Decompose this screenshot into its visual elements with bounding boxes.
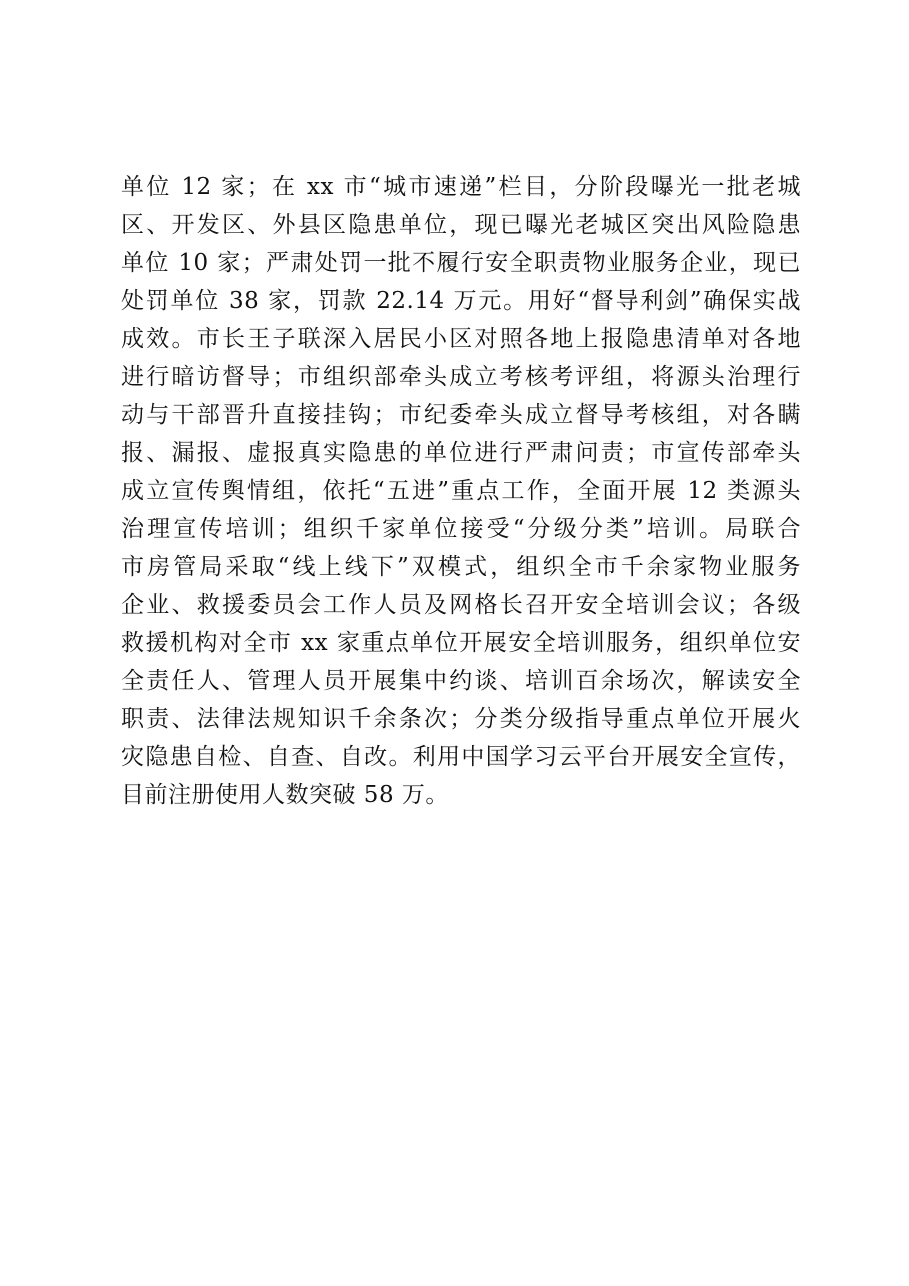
paragraph-line: 目前注册使用人数突破 58 万。 bbox=[121, 782, 449, 808]
paragraph-line: 全责任人、管理人员开展集中约谈、培训百余场次，解读安全 bbox=[121, 668, 801, 694]
paragraph-line: 进行暗访督导；市组织部牵头成立考核考评组，将源头治理行 bbox=[121, 364, 801, 390]
paragraph-line: 企业、救援委员会工作人员及网格长召开安全培训会议；各级 bbox=[121, 592, 801, 618]
paragraph-line: 市房管局采取“线上线下”双模式，组织全市千余家物业服务 bbox=[121, 554, 801, 580]
paragraph-line: 治理宣传培训；组织千家单位接受“分级分类”培训。局联合 bbox=[121, 516, 801, 542]
paragraph-line: 单位 12 家；在 xx 市“城市速递”栏目，分阶段曝光一批老城 bbox=[121, 174, 801, 200]
paragraph-line: 成立宣传舆情组，依托“五进”重点工作，全面开展 12 类源头 bbox=[121, 478, 801, 504]
paragraph-line: 报、漏报、虚报真实隐患的单位进行严肃问责；市宣传部牵头 bbox=[121, 440, 801, 466]
body-paragraph bbox=[121, 168, 801, 814]
paragraph-line: 单位 10 家；严肃处罚一批不履行安全职责物业服务企业，现已 bbox=[121, 250, 801, 276]
paragraph-line: 成效。市长王子联深入居民小区对照各地上报隐患清单对各地 bbox=[121, 326, 801, 352]
paragraph-line: 区、开发区、外县区隐患单位，现已曝光老城区突出风险隐患 bbox=[121, 212, 801, 238]
paragraph-line: 救援机构对全市 xx 家重点单位开展安全培训服务，组织单位安 bbox=[121, 630, 801, 656]
paragraph-line: 处罚单位 38 家，罚款 22.14 万元。用好“督导利剑”确保实战 bbox=[121, 288, 801, 314]
paragraph-line: 灾隐患自检、自查、自改。利用中国学习云平台开展安全宣传， bbox=[121, 744, 801, 770]
paragraph-line: 动与干部晋升直接挂钩；市纪委牵头成立督导考核组，对各瞒 bbox=[121, 402, 801, 428]
paragraph-line: 职责、法律法规知识千余条次；分类分级指导重点单位开展火 bbox=[121, 706, 801, 732]
